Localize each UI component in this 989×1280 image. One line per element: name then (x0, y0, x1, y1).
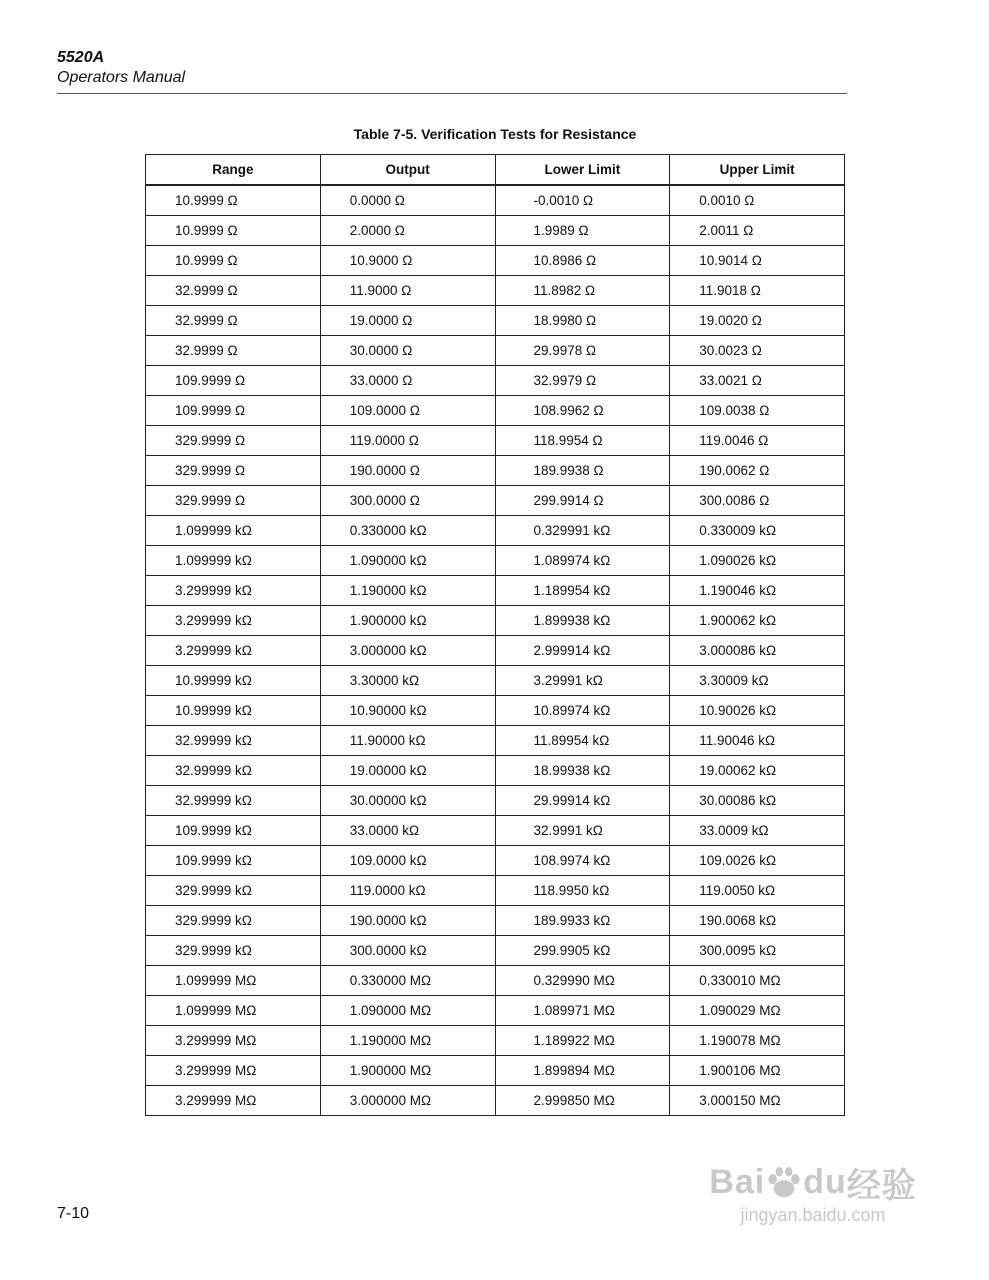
document-model: 5520A (57, 49, 105, 66)
cell-output: 0.330000 kΩ (320, 516, 495, 546)
cell-output: 11.90000 kΩ (320, 726, 495, 756)
cell-upper-limit: 33.0009 kΩ (670, 816, 845, 846)
cell-lower-limit: 3.29991 kΩ (495, 666, 670, 696)
cell-upper-limit: 3.30009 kΩ (670, 666, 845, 696)
cell-upper-limit: 11.90046 kΩ (670, 726, 845, 756)
cell-upper-limit: 3.000086 kΩ (670, 636, 845, 666)
table-row (146, 426, 845, 456)
cell-output: 190.0000 Ω (320, 456, 495, 486)
cell-upper-limit: 30.0023 Ω (670, 336, 845, 366)
cell-range: 3.299999 kΩ (146, 606, 321, 636)
cell-lower-limit: 29.99914 kΩ (495, 786, 670, 816)
cell-upper-limit: 1.190046 kΩ (670, 576, 845, 606)
cell-upper-limit: 1.900106 MΩ (670, 1056, 845, 1086)
table-row (146, 606, 845, 636)
cell-upper-limit: 3.000150 MΩ (670, 1086, 845, 1116)
cell-upper-limit: 0.330010 MΩ (670, 966, 845, 996)
table-row (146, 726, 845, 756)
table-row (146, 696, 845, 726)
cell-output: 19.00000 kΩ (320, 756, 495, 786)
cell-output: 33.0000 Ω (320, 366, 495, 396)
cell-upper-limit: 10.9014 Ω (670, 246, 845, 276)
cell-output: 300.0000 kΩ (320, 936, 495, 966)
table-body (146, 185, 845, 1116)
cell-lower-limit: 1.089974 kΩ (495, 546, 670, 576)
cell-upper-limit: 109.0026 kΩ (670, 846, 845, 876)
page-number: 7-10 (57, 1205, 90, 1222)
cell-range: 10.9999 Ω (146, 185, 321, 216)
table-caption: Table 7-5. Verification Tests for Resistance (353, 126, 637, 142)
table-row (146, 936, 845, 966)
watermark-brand-left: Bai (709, 1163, 766, 1201)
cell-range: 32.99999 kΩ (146, 786, 321, 816)
cell-range: 329.9999 Ω (146, 426, 321, 456)
cell-output: 1.190000 MΩ (320, 1026, 495, 1056)
cell-lower-limit: 1.9989 Ω (495, 216, 670, 246)
cell-range: 329.9999 kΩ (146, 906, 321, 936)
cell-output: 109.0000 Ω (320, 396, 495, 426)
cell-range: 32.99999 kΩ (146, 726, 321, 756)
cell-upper-limit: 190.0068 kΩ (670, 906, 845, 936)
cell-output: 1.090000 kΩ (320, 546, 495, 576)
table-row (146, 276, 845, 306)
cell-lower-limit: -0.0010 Ω (495, 185, 670, 216)
cell-lower-limit: 1.189954 kΩ (495, 576, 670, 606)
table-row (146, 336, 845, 366)
cell-upper-limit: 11.9018 Ω (670, 276, 845, 306)
cell-lower-limit: 29.9978 Ω (495, 336, 670, 366)
cell-output: 10.90000 kΩ (320, 696, 495, 726)
table-row (146, 1086, 845, 1116)
resistance-verification-table (145, 154, 845, 1116)
watermark-url: jingyan.baidu.com (740, 1205, 886, 1225)
cell-upper-limit: 19.0020 Ω (670, 306, 845, 336)
cell-output: 30.0000 Ω (320, 336, 495, 366)
cell-output: 1.090000 MΩ (320, 996, 495, 1026)
cell-upper-limit: 1.900062 kΩ (670, 606, 845, 636)
cell-upper-limit: 10.90026 kΩ (670, 696, 845, 726)
cell-output: 300.0000 Ω (320, 486, 495, 516)
table-row (146, 786, 845, 816)
cell-upper-limit: 30.00086 kΩ (670, 786, 845, 816)
cell-upper-limit: 2.0011 Ω (670, 216, 845, 246)
watermark-brand-right: du (803, 1163, 847, 1201)
cell-output: 3.000000 MΩ (320, 1086, 495, 1116)
cell-lower-limit: 32.9991 kΩ (495, 816, 670, 846)
cell-upper-limit: 109.0038 Ω (670, 396, 845, 426)
cell-lower-limit: 118.9950 kΩ (495, 876, 670, 906)
cell-lower-limit: 18.99938 kΩ (495, 756, 670, 786)
cell-upper-limit: 0.0010 Ω (670, 185, 845, 216)
cell-lower-limit: 118.9954 Ω (495, 426, 670, 456)
cell-range: 109.9999 kΩ (146, 816, 321, 846)
cell-range: 10.99999 kΩ (146, 666, 321, 696)
cell-output: 10.9000 Ω (320, 246, 495, 276)
cell-output: 2.0000 Ω (320, 216, 495, 246)
cell-upper-limit: 19.00062 kΩ (670, 756, 845, 786)
cell-range: 32.9999 Ω (146, 336, 321, 366)
cell-output: 3.30000 kΩ (320, 666, 495, 696)
cell-range: 3.299999 kΩ (146, 576, 321, 606)
table-row (146, 906, 845, 936)
table-row (146, 816, 845, 846)
cell-lower-limit: 1.089971 MΩ (495, 996, 670, 1026)
column-header-output: Output (320, 155, 495, 186)
paw-logo-icon (765, 1166, 803, 1200)
document-subtitle: Operators Manual (57, 69, 186, 86)
cell-output: 0.0000 Ω (320, 185, 495, 216)
cell-lower-limit: 18.9980 Ω (495, 306, 670, 336)
table-row (146, 216, 845, 246)
cell-output: 3.000000 kΩ (320, 636, 495, 666)
cell-upper-limit: 300.0095 kΩ (670, 936, 845, 966)
cell-range: 10.99999 kΩ (146, 696, 321, 726)
cell-range: 109.9999 kΩ (146, 846, 321, 876)
cell-upper-limit: 119.0050 kΩ (670, 876, 845, 906)
table-row (146, 366, 845, 396)
cell-output: 0.330000 MΩ (320, 966, 495, 996)
table-row (146, 846, 845, 876)
cell-output: 1.900000 MΩ (320, 1056, 495, 1086)
cell-output: 190.0000 kΩ (320, 906, 495, 936)
cell-range: 329.9999 Ω (146, 486, 321, 516)
cell-range: 1.099999 kΩ (146, 546, 321, 576)
cell-upper-limit: 190.0062 Ω (670, 456, 845, 486)
cell-upper-limit: 300.0086 Ω (670, 486, 845, 516)
cell-lower-limit: 1.899894 MΩ (495, 1056, 670, 1086)
cell-range: 32.99999 kΩ (146, 756, 321, 786)
cell-range: 1.099999 MΩ (146, 966, 321, 996)
table-row (146, 396, 845, 426)
cell-output: 19.0000 Ω (320, 306, 495, 336)
cell-upper-limit: 0.330009 kΩ (670, 516, 845, 546)
cell-upper-limit: 33.0021 Ω (670, 366, 845, 396)
table-row (146, 666, 845, 696)
cell-output: 11.9000 Ω (320, 276, 495, 306)
cell-lower-limit: 189.9938 Ω (495, 456, 670, 486)
cell-lower-limit: 1.189922 MΩ (495, 1026, 670, 1056)
cell-range: 329.9999 Ω (146, 456, 321, 486)
cell-range: 109.9999 Ω (146, 396, 321, 426)
table-row (146, 876, 845, 906)
cell-output: 119.0000 kΩ (320, 876, 495, 906)
watermark-brand-cn: 经验 (846, 1167, 917, 1205)
table-row (146, 756, 845, 786)
table-row (146, 516, 845, 546)
cell-range: 3.299999 MΩ (146, 1056, 321, 1086)
cell-lower-limit: 11.89954 kΩ (495, 726, 670, 756)
cell-lower-limit: 0.329991 kΩ (495, 516, 670, 546)
cell-lower-limit: 299.9905 kΩ (495, 936, 670, 966)
column-header-upper-limit: Upper Limit (670, 155, 845, 186)
table-row (146, 306, 845, 336)
table-header-row (146, 155, 845, 186)
cell-range: 32.9999 Ω (146, 276, 321, 306)
table-row (146, 966, 845, 996)
cell-upper-limit: 1.090029 MΩ (670, 996, 845, 1026)
cell-lower-limit: 10.89974 kΩ (495, 696, 670, 726)
cell-upper-limit: 1.190078 MΩ (670, 1026, 845, 1056)
table-row (146, 576, 845, 606)
cell-range: 1.099999 MΩ (146, 996, 321, 1026)
cell-lower-limit: 2.999914 kΩ (495, 636, 670, 666)
cell-range: 10.9999 Ω (146, 216, 321, 246)
table-row (146, 1026, 845, 1056)
cell-lower-limit: 10.8986 Ω (495, 246, 670, 276)
baidu-jingyan-watermark (695, 1158, 931, 1226)
cell-output: 109.0000 kΩ (320, 846, 495, 876)
cell-range: 32.9999 Ω (146, 306, 321, 336)
cell-output: 1.190000 kΩ (320, 576, 495, 606)
column-header-range: Range (146, 155, 321, 186)
cell-upper-limit: 1.090026 kΩ (670, 546, 845, 576)
table-row (146, 636, 845, 666)
table-row (146, 486, 845, 516)
table-row (146, 1056, 845, 1086)
cell-range: 109.9999 Ω (146, 366, 321, 396)
table-row (146, 246, 845, 276)
cell-output: 33.0000 kΩ (320, 816, 495, 846)
cell-range: 329.9999 kΩ (146, 876, 321, 906)
cell-upper-limit: 119.0046 Ω (670, 426, 845, 456)
cell-range: 3.299999 kΩ (146, 636, 321, 666)
cell-lower-limit: 1.899938 kΩ (495, 606, 670, 636)
cell-lower-limit: 0.329990 MΩ (495, 966, 670, 996)
column-header-lower-limit: Lower Limit (495, 155, 670, 186)
cell-lower-limit: 189.9933 kΩ (495, 906, 670, 936)
cell-range: 10.9999 Ω (146, 246, 321, 276)
cell-output: 1.900000 kΩ (320, 606, 495, 636)
cell-lower-limit: 11.8982 Ω (495, 276, 670, 306)
cell-range: 1.099999 kΩ (146, 516, 321, 546)
cell-range: 3.299999 MΩ (146, 1026, 321, 1056)
cell-range: 329.9999 kΩ (146, 936, 321, 966)
cell-lower-limit: 108.9974 kΩ (495, 846, 670, 876)
cell-lower-limit: 2.999850 MΩ (495, 1086, 670, 1116)
cell-output: 30.00000 kΩ (320, 786, 495, 816)
header-divider (57, 93, 847, 94)
table-row (146, 185, 845, 216)
cell-output: 119.0000 Ω (320, 426, 495, 456)
cell-lower-limit: 32.9979 Ω (495, 366, 670, 396)
cell-range: 3.299999 MΩ (146, 1086, 321, 1116)
table-row (146, 546, 845, 576)
table-row (146, 456, 845, 486)
cell-lower-limit: 299.9914 Ω (495, 486, 670, 516)
table-row (146, 996, 845, 1026)
cell-lower-limit: 108.9962 Ω (495, 396, 670, 426)
